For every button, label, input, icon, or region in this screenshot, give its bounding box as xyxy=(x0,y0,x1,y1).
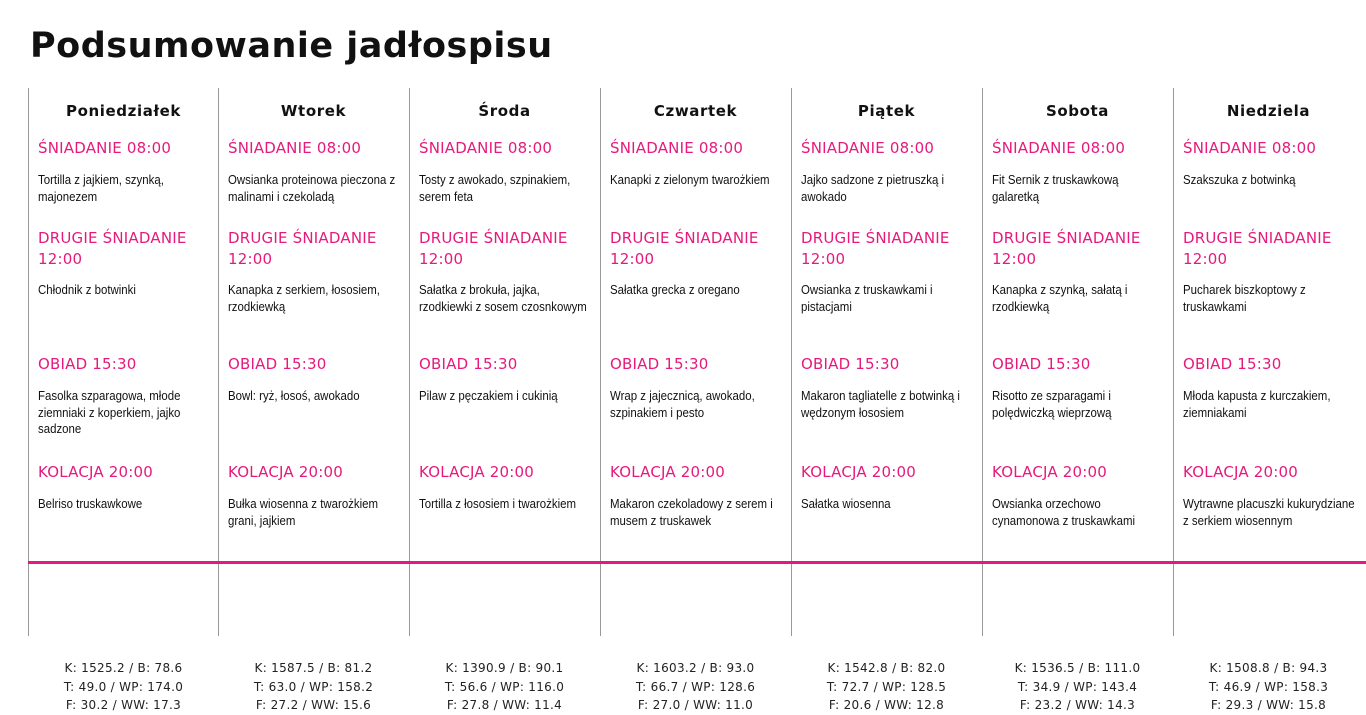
macros-line: K: 1390.9 / B: 90.1 xyxy=(445,661,564,675)
meal-dish: Pilaw z pęczakiem i cukinią xyxy=(419,388,558,403)
macros-line: K: 1525.2 / B: 78.6 xyxy=(64,661,183,675)
macros-summary xyxy=(792,659,981,715)
meal-label: ŚNIADANIE 08:00 xyxy=(1183,139,1317,157)
macros-summary xyxy=(29,659,218,715)
day-column-6 xyxy=(1173,88,1363,712)
meal-label: ŚNIADANIE 08:00 xyxy=(228,139,362,157)
meal-dish: Bowl: ryż, łosoś, awokado xyxy=(228,388,360,403)
meal-label: KOLACJA 20:00 xyxy=(419,463,535,481)
meal-dish: Owsianka orzechowo cynamonowa z truskawkami xyxy=(992,496,1136,528)
day-column-4 xyxy=(791,88,981,712)
macros-summary xyxy=(410,659,599,715)
column-divider xyxy=(409,88,410,636)
meal-label: DRUGIE ŚNIADANIE 12:00 xyxy=(419,229,568,268)
meal-dish: Sałatka z brokuła, jajka, rzodkiewki z sosem czosnkowym xyxy=(419,282,587,314)
meal-label: ŚNIADANIE 08:00 xyxy=(801,139,935,157)
page-title: Podsumowanie jadłospisu xyxy=(30,26,553,66)
meal-dish: Kanapka z serkiem, łososiem, rzodkiewką xyxy=(228,282,380,314)
meal-label: DRUGIE ŚNIADANIE 12:00 xyxy=(801,229,950,268)
day-name: Sobota xyxy=(1045,102,1110,120)
meal-label: KOLACJA 20:00 xyxy=(1183,463,1299,481)
column-divider xyxy=(1173,88,1174,636)
meal-dish: Belriso truskawkowe xyxy=(38,496,143,511)
macros-line: T: 56.6 / WP: 116.0 xyxy=(444,679,565,694)
meal-label: OBIAD 15:30 xyxy=(228,355,327,373)
meal-dish: Chłodnik z botwinki xyxy=(38,282,136,297)
meal-label: KOLACJA 20:00 xyxy=(610,463,726,481)
macros-divider xyxy=(28,561,1366,564)
macros-line: F: 27.8 / WW: 11.4 xyxy=(446,698,563,712)
macros-line: K: 1603.2 / B: 93.0 xyxy=(636,661,755,675)
meal-dish: Kanapka z szynką, sałatą i rzodkiewką xyxy=(992,282,1128,314)
macros-summary xyxy=(601,659,790,715)
day-column-5 xyxy=(982,88,1172,712)
meal-dish: Fasolka szparagowa, młode ziemniaki z koperkiem, jajko sadzone xyxy=(38,388,181,436)
meal-dish: Kanapki z zielonym twarożkiem xyxy=(610,172,770,187)
meal-label: ŚNIADANIE 08:00 xyxy=(419,139,553,157)
meal-dish: Tortilla z łososiem i twarożkiem xyxy=(419,496,577,511)
meal-label: OBIAD 15:30 xyxy=(801,355,900,373)
meal-label: DRUGIE ŚNIADANIE 12:00 xyxy=(1183,229,1332,268)
macros-line: K: 1508.8 / B: 94.3 xyxy=(1209,661,1328,675)
day-name: Wtorek xyxy=(280,102,347,120)
meal-dish: Makaron tagliatelle z botwinką i wędzonym łososiem xyxy=(801,388,960,420)
macros-summary xyxy=(219,659,408,715)
meal-label: OBIAD 15:30 xyxy=(419,355,518,373)
meal-dish: Jajko sadzone z pietruszką i awokado xyxy=(801,172,945,204)
meal-label: ŚNIADANIE 08:00 xyxy=(992,139,1126,157)
day-column-2 xyxy=(409,88,599,712)
meal-dish: Fit Sernik z truskawkową galaretką xyxy=(992,172,1119,204)
meal-dish: Owsianka proteinowa pieczona z malinami i czekoladą xyxy=(228,172,396,204)
meal-dish: Pucharek biszkoptowy z truskawkami xyxy=(1183,282,1306,314)
macros-summary xyxy=(983,659,1172,715)
meal-label: DRUGIE ŚNIADANIE 12:00 xyxy=(992,229,1141,268)
macros-line: K: 1536.5 / B: 111.0 xyxy=(1014,661,1141,675)
meal-dish: Wytrawne placuszki kukurydziane z serkiem wiosennym xyxy=(1183,496,1355,528)
macros-line: F: 30.2 / WW: 17.3 xyxy=(65,698,182,712)
meal-label: OBIAD 15:30 xyxy=(38,355,137,373)
meal-label: ŚNIADANIE 08:00 xyxy=(38,139,172,157)
macros-line: F: 29.3 / WW: 15.8 xyxy=(1210,698,1327,712)
meal-dish: Młoda kapusta z kurczakiem, ziemniakami xyxy=(1183,388,1331,420)
meal-label: OBIAD 15:30 xyxy=(610,355,709,373)
column-divider xyxy=(28,88,29,636)
day-name: Środa xyxy=(478,102,531,120)
day-column-3 xyxy=(600,88,790,712)
meal-dish: Tortilla z jajkiem, szynką, majonezem xyxy=(38,172,164,204)
macros-line: T: 46.9 / WP: 158.3 xyxy=(1208,679,1329,694)
column-divider xyxy=(600,88,601,636)
meal-dish: Szakszuka z botwinką xyxy=(1183,172,1296,187)
meal-label: DRUGIE ŚNIADANIE 12:00 xyxy=(610,229,759,268)
macros-line: F: 27.0 / WW: 11.0 xyxy=(637,698,754,712)
menu-grid xyxy=(28,88,1366,712)
day-name: Poniedziałek xyxy=(66,102,181,120)
meal-label: OBIAD 15:30 xyxy=(1183,355,1282,373)
macros-line: T: 49.0 / WP: 174.0 xyxy=(63,679,184,694)
macros-line: T: 34.9 / WP: 143.4 xyxy=(1017,679,1138,694)
meal-dish: Owsianka z truskawkami i pistacjami xyxy=(801,282,933,314)
column-divider xyxy=(791,88,792,636)
meal-label: KOLACJA 20:00 xyxy=(38,463,154,481)
meal-dish: Risotto ze szparagami i polędwiczką wieprzową xyxy=(992,388,1112,420)
day-column-1 xyxy=(218,88,408,712)
macros-line: F: 27.2 / WW: 15.6 xyxy=(255,698,372,712)
meal-dish: Tosty z awokado, szpinakiem, serem feta xyxy=(419,172,571,204)
macros-line: F: 20.6 / WW: 12.8 xyxy=(828,698,945,712)
meal-label: OBIAD 15:30 xyxy=(992,355,1091,373)
day-name: Czwartek xyxy=(653,102,738,120)
meal-label: KOLACJA 20:00 xyxy=(801,463,917,481)
meal-dish: Sałatka wiosenna xyxy=(801,496,891,511)
macros-line: T: 66.7 / WP: 128.6 xyxy=(635,679,756,694)
meal-label: KOLACJA 20:00 xyxy=(228,463,344,481)
meal-label: DRUGIE ŚNIADANIE 12:00 xyxy=(38,229,187,268)
macros-line: T: 72.7 / WP: 128.5 xyxy=(826,679,947,694)
day-name: Piątek xyxy=(857,102,916,120)
day-column-0 xyxy=(28,88,218,712)
macros-line: T: 63.0 / WP: 158.2 xyxy=(253,679,374,694)
macros-line: K: 1542.8 / B: 82.0 xyxy=(827,661,946,675)
column-divider xyxy=(982,88,983,636)
day-name: Niedziela xyxy=(1226,102,1311,120)
meal-label: ŚNIADANIE 08:00 xyxy=(610,139,744,157)
macros-summary xyxy=(1174,659,1363,715)
meal-dish: Makaron czekoladowy z serem i musem z truskawek xyxy=(610,496,773,528)
meal-dish: Wrap z jajecznicą, awokado, szpinakiem i pesto xyxy=(610,388,755,420)
meal-label: DRUGIE ŚNIADANIE 12:00 xyxy=(228,229,377,268)
meal-dish: Sałatka grecka z oregano xyxy=(610,282,740,297)
column-divider xyxy=(218,88,219,636)
macros-line: F: 23.2 / WW: 14.3 xyxy=(1019,698,1136,712)
macros-line: K: 1587.5 / B: 81.2 xyxy=(254,661,373,675)
meal-label: KOLACJA 20:00 xyxy=(992,463,1108,481)
meal-dish: Bułka wiosenna z twarożkiem grani, jajkiem xyxy=(228,496,379,528)
